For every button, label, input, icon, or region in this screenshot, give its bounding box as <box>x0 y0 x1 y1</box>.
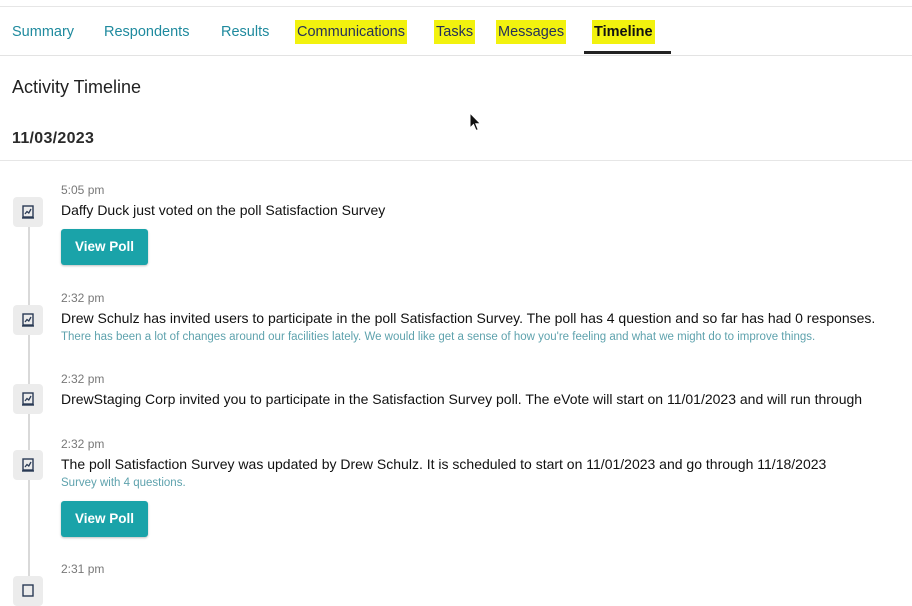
poll-icon <box>13 305 43 335</box>
tab-bar <box>0 10 912 54</box>
poll-icon <box>13 384 43 414</box>
top-border <box>0 6 912 7</box>
date-header: 11/03/2023 <box>12 130 95 147</box>
view-poll-button[interactable]: View Poll <box>61 229 148 265</box>
entry-text: Drew Schulz has invited users to participate in the poll Satisfaction Survey. The poll has 4 question and so far has had 0 responses. <box>61 310 876 326</box>
entry-description: Survey with 4 questions. <box>61 477 186 489</box>
entry-text: The poll Satisfaction Survey was updated by Drew Schulz. It is scheduled to start on 11/01/2023 and go through 11/18/2023 <box>61 456 827 472</box>
date-divider <box>0 160 912 161</box>
entry-time: 2:32 pm <box>61 437 105 451</box>
tab-respondents[interactable]: Respondents <box>104 24 190 40</box>
entry-text: Daffy Duck just voted on the poll Satisfaction Survey <box>61 202 386 218</box>
tab-timeline[interactable]: Timeline <box>592 20 655 44</box>
tabs-divider <box>0 55 912 56</box>
poll-icon <box>13 576 43 606</box>
active-tab-indicator <box>584 51 671 54</box>
entry-time: 5:05 pm <box>61 183 105 197</box>
tab-messages[interactable]: Messages <box>496 20 566 44</box>
entry-time: 2:32 pm <box>61 372 105 386</box>
entry-time: 2:32 pm <box>61 291 105 305</box>
entry-description: There has been a lot of changes around our facilities lately. We would like get a sense of how you're feeling and what we might do to improve things. <box>61 331 816 343</box>
poll-icon <box>13 450 43 480</box>
tab-communications[interactable]: Communications <box>295 20 407 44</box>
poll-icon <box>13 197 43 227</box>
tab-tasks[interactable]: Tasks <box>434 20 475 44</box>
page-title: Activity Timeline <box>12 77 142 97</box>
entry-time: 2:31 pm <box>61 562 105 576</box>
mouse-cursor-icon <box>469 112 483 134</box>
entry-text: DrewStaging Corp invited you to participate in the Satisfaction Survey poll. The eVote will start on 11/01/2023 and will run through <box>61 391 863 407</box>
tab-summary[interactable]: Summary <box>12 24 75 40</box>
view-poll-button[interactable]: View Poll <box>61 501 148 537</box>
tab-results[interactable]: Results <box>221 24 270 40</box>
